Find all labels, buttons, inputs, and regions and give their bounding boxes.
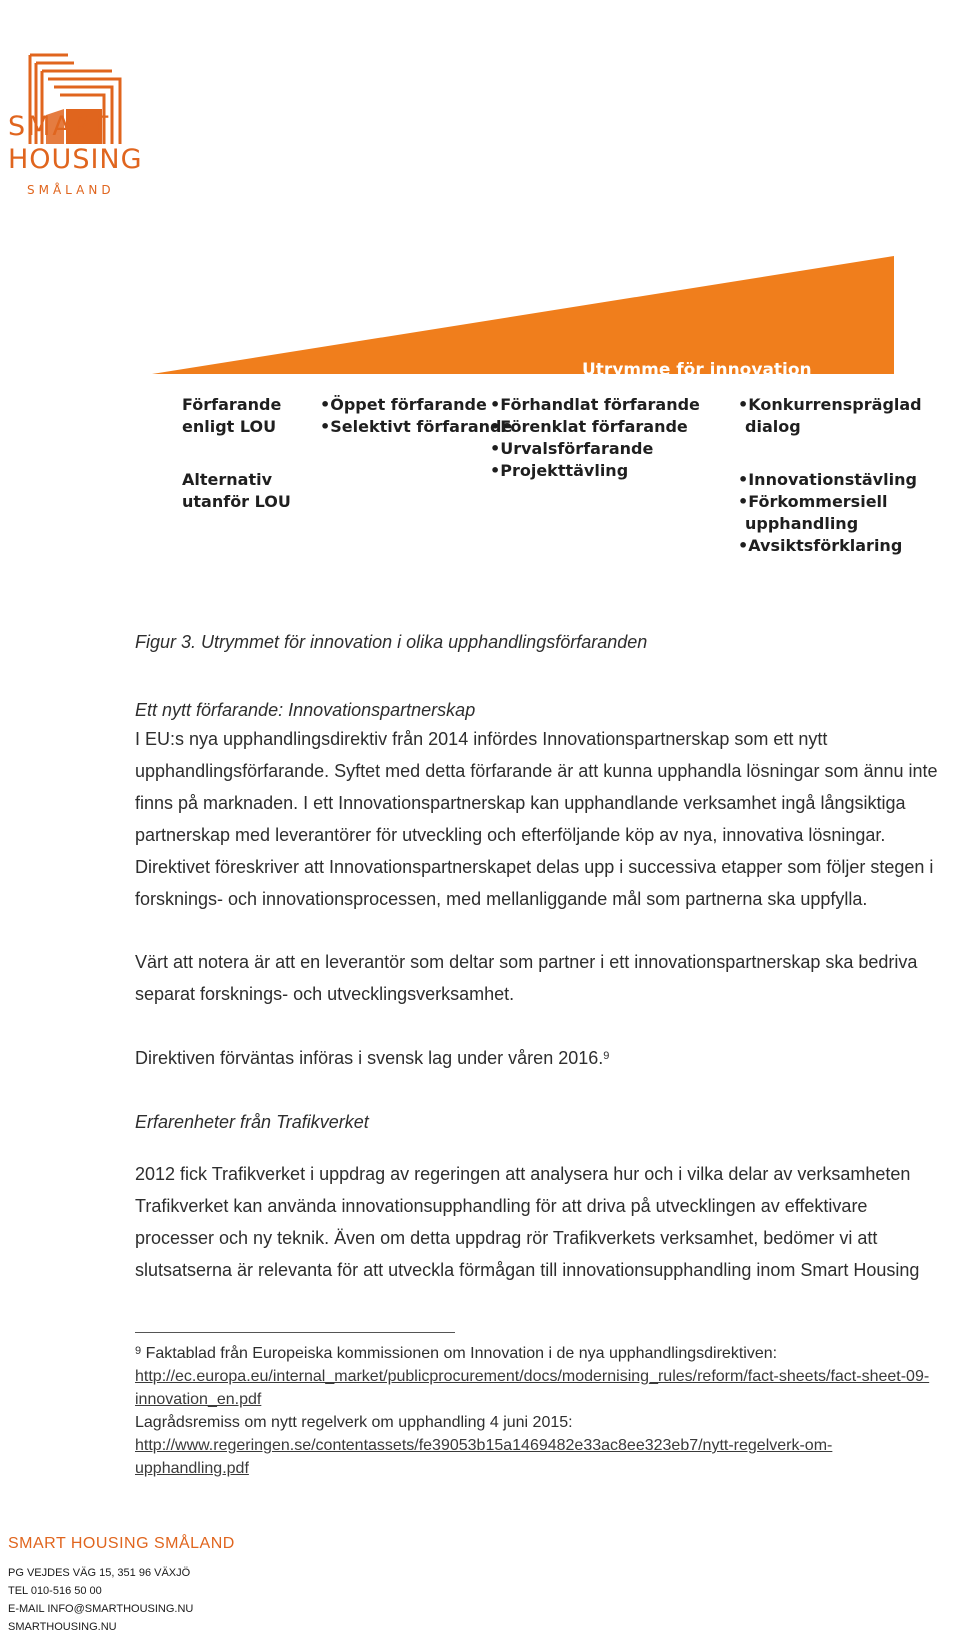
figure-label-line: Förfarande [182, 395, 282, 414]
figure-label-line: utanför LOU [182, 492, 291, 511]
paragraph-line: Direktivet föreskriver att Innovationspartnerskapet delas upp i successiva etapper som följer stegen i [135, 857, 934, 877]
paragraph-line: Värt att notera är att en leverantör som deltar som partner i ett innovationspartnerskap ska bedriva [135, 952, 918, 972]
figure-item: •Förhandlat förfarande [490, 395, 700, 414]
logo-text-housing: HOUSING [8, 144, 143, 175]
footer-phone: TEL 010-516 50 00 [8, 1585, 102, 1597]
paragraph-line: upphandlingsförfarande. Syftet med detta förfarande är att kunna upphandla lösningar som ännu inte [135, 761, 938, 781]
figure-banner-text: Utrymme för innovation [582, 360, 812, 380]
figure-row1-col3 [490, 394, 700, 482]
footnote-link-eu[interactable]: http://ec.europa.eu/internal_market/publicprocurement/docs/modernising_rules/reform/fact-sheets/fact-sheet-09- [135, 1368, 930, 1385]
figure-row2-label [182, 469, 291, 513]
figure-row1-label [182, 394, 281, 438]
section-heading-trafikverket: Erfarenheter från Trafikverket [135, 1112, 369, 1132]
paragraph-line: separat forsknings- och utvecklingsverksamhet. [135, 984, 515, 1004]
footnote-number: 9 [135, 1345, 142, 1357]
figure-item: •Förkommersiell [738, 492, 888, 511]
section1-paragraph3 [135, 1042, 955, 1074]
logo-text-smart: SMART [8, 111, 111, 142]
figure-row1-col2 [320, 394, 512, 438]
procurement-innovation-figure [162, 268, 942, 588]
footer-org-name: SMART HOUSING SMÅLAND [8, 1535, 235, 1552]
paragraph-line: slutsatserna är relevanta för att utveckla förmågan till innovationsupphandling inom Smart Housing [135, 1260, 920, 1280]
footnote-text: Faktablad från Europeiska kommissionen om Innovation i de nya upphandlingsdirektiven: [145, 1345, 778, 1362]
figure-label-line: Alternativ [182, 470, 273, 489]
footnote-link-regeringen[interactable]: http://www.regeringen.se/contentassets/fe39053b15a1469482e33ac8ee323eb7/nytt-regelverk-om- [135, 1437, 833, 1454]
figure-item: •Urvalsförfarande [490, 439, 654, 458]
innovation-wedge-shape [152, 256, 932, 396]
section1-paragraph [135, 723, 955, 915]
footnote-reference[interactable]: 9 [603, 1050, 610, 1062]
footnote-text-2: Lagrådsremiss om nytt regelverk om upphandling 4 juni 2015: [135, 1414, 573, 1431]
footnote-link-regeringen-cont[interactable]: upphandling.pdf [135, 1460, 249, 1477]
section2-paragraph [135, 1158, 955, 1286]
paragraph-line: finns på marknaden. I ett Innovationspartnerskap kan upphandlande verksamhet ingå långsiktiga [135, 793, 906, 813]
figure-item: dialog [745, 417, 801, 436]
footnote-link-eu-cont[interactable]: innovation_en.pdf [135, 1391, 262, 1408]
figure-label-line: enligt LOU [182, 417, 277, 436]
figure-caption: Figur 3. Utrymmet för innovation i olika upphandlingsförfaranden [135, 632, 648, 652]
footnote [135, 1342, 955, 1480]
figure-item: •Öppet förfarande [320, 395, 487, 414]
logo-text-smaland: SMÅLAND [27, 183, 115, 197]
paragraph-line: processer och ny teknik. Även om detta uppdrag rör Trafikverkets verksamhet, bedömer vi att [135, 1228, 878, 1248]
paragraph-line: Trafikverket kan använda innovationsupphandling för att driva på utvecklingen av effektivare [135, 1196, 868, 1216]
section-heading-innovationspartnerskap: Ett nytt förfarande: Innovationspartnerskap [135, 700, 476, 720]
figure-item: •Projekttävling [490, 461, 629, 480]
paragraph-line: Direktiven förväntas införas i svensk lag under våren 2016. [135, 1048, 604, 1068]
figure-item: upphandling [745, 514, 859, 533]
footnote-divider [135, 1332, 455, 1333]
figure-item: •Selektivt förfarande [320, 417, 513, 436]
figure-item: •Förenklat förfarande [490, 417, 688, 436]
paragraph-line: partnerskap med leverantörer för utveckling och efterföljande köp av nya, innovativa lösningar. [135, 825, 886, 845]
figure-item: •Konkurrenspräglad [738, 395, 922, 414]
section1-paragraph2 [135, 946, 955, 1010]
footer-website[interactable]: SMARTHOUSING.NU [8, 1621, 117, 1633]
paragraph-line: forsknings- och innovationsprocessen, med mellanliggande mål som partnerna ska uppfylla. [135, 889, 868, 909]
paragraph-line: 2012 fick Trafikverket i uppdrag av regeringen att analysera hur och i vilka delar av verksamheten [135, 1164, 911, 1184]
footer-address: PG VEJDES VÄG 15, 351 96 VÄXJÖ [8, 1567, 191, 1579]
figure-row1-col4 [738, 394, 922, 438]
figure-item: •Innovationstävling [738, 470, 917, 489]
figure-row2-col4 [738, 469, 917, 557]
figure-item: •Avsiktsförklaring [738, 536, 903, 555]
paragraph-line: I EU:s nya upphandlingsdirektiv från 2014 infördes Innovationspartnerskap som ett nytt [135, 729, 828, 749]
footer-email[interactable]: E-MAIL INFO@SMARTHOUSING.NU [8, 1603, 194, 1615]
